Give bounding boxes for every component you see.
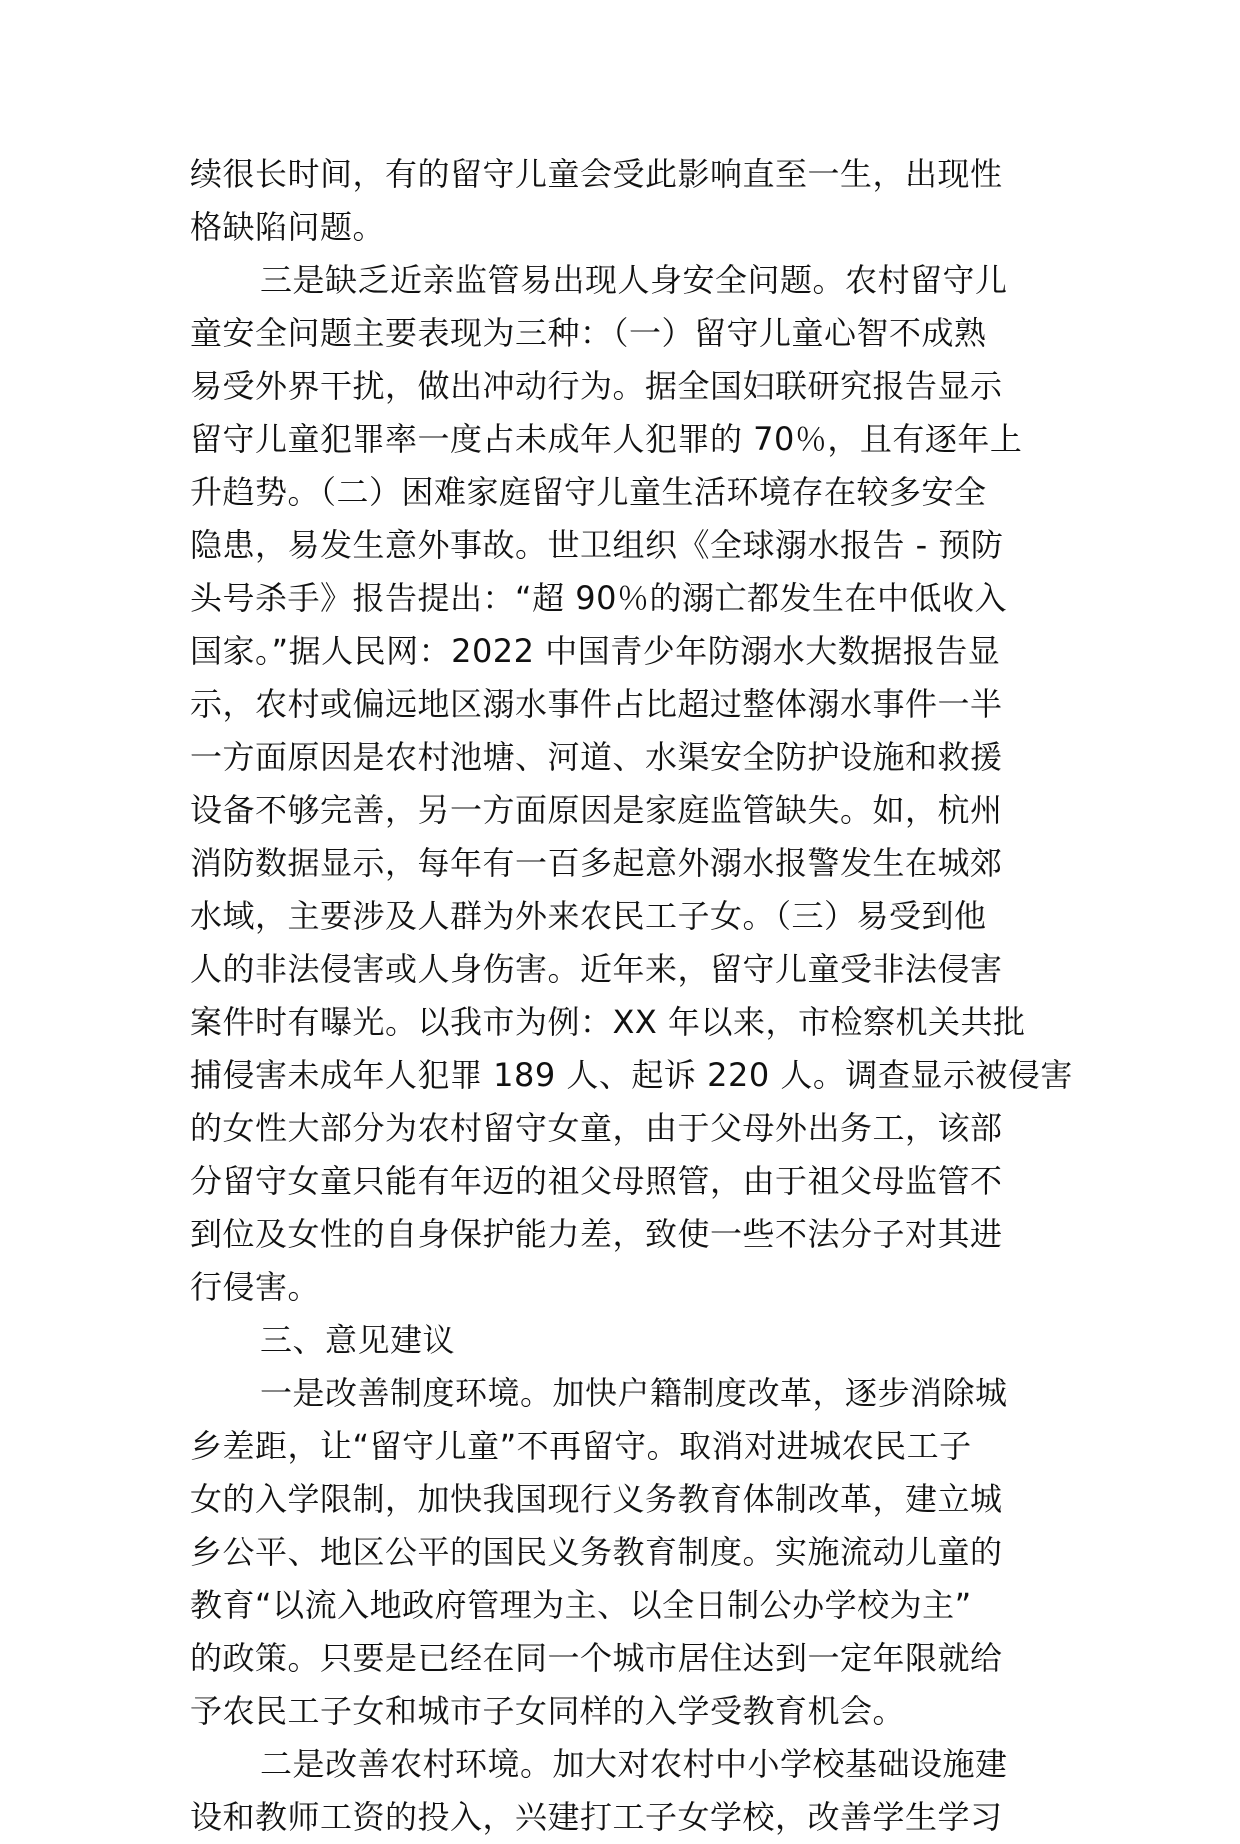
text-line: 乡差距，让“留守儿童”不再留守。取消对进城农民工子 <box>190 1427 972 1465</box>
text-line: 设和教师工资的投入，兴建打工子女学校，改善学生学习 <box>190 1798 1003 1836</box>
paragraph <box>190 254 1073 1314</box>
text-line: 捕侵害未成年人犯罪 189 人、起诉 220 人。调查显示被侵害 <box>190 1056 1073 1094</box>
text-line: 三、意见建议 <box>260 1321 456 1359</box>
text-line: 国家。”据人民网：2022 中国青少年防溺水大数据报告显 <box>190 632 1001 670</box>
text-line: 行侵害。 <box>190 1268 321 1306</box>
text-line: 女的入学限制，加快我国现行义务教育体制改革，建立城 <box>190 1480 1003 1518</box>
text-line: 隐患，易发生意外事故。世卫组织《全球溺水报告 - 预防 <box>190 526 1004 564</box>
text-line: 水域，主要涉及人群为外来农民工子女。（三）易受到他 <box>190 897 987 935</box>
paragraph <box>190 1367 1052 1738</box>
text-line: 留守儿童犯罪率一度占未成年人犯罪的 70％，且有逐年上 <box>190 420 1023 458</box>
text-line: 易受外界干扰，做出冲动行为。据全国妇联研究报告显示 <box>190 367 1003 405</box>
paragraph <box>190 1314 1052 1367</box>
text-line: 童安全问题主要表现为三种：（一）留守儿童心智不成熟 <box>190 314 987 352</box>
text-line: 格缺陷问题。 <box>190 208 386 246</box>
paragraph <box>190 148 1052 254</box>
text-line: 的女性大部分为农村留守女童，由于父母外出务工，该部 <box>190 1109 1003 1147</box>
text-line: 消防数据显示，每年有一百多起意外溺水报警发生在城郊 <box>190 844 1003 882</box>
text-line: 示，农村或偏远地区溺水事件占比超过整体溺水事件一半 <box>190 685 1003 723</box>
text-line: 头号杀手》报告提出：“超 90％的溺亡都发生在中低收入 <box>190 579 1007 617</box>
paragraph <box>190 1738 1052 1844</box>
document-page <box>190 148 1073 1836</box>
text-line: 乡公平、地区公平的国民义务教育制度。实施流动儿童的 <box>190 1533 1003 1571</box>
text-line: 分留守女童只能有年迈的祖父母照管，由于祖父母监管不 <box>190 1162 1003 1200</box>
document-body <box>190 148 1073 1844</box>
text-line: 案件时有曝光。以我市为例：XX 年以来，市检察机关共批 <box>190 1003 1026 1041</box>
text-line: 到位及女性的自身保护能力差，致使一些不法分子对其进 <box>190 1215 1003 1253</box>
text-line: 设备不够完善，另一方面原因是家庭监管缺失。如，杭州 <box>190 791 1003 829</box>
text-line: 一方面原因是农村池塘、河道、水渠安全防护设施和救援 <box>190 738 1003 776</box>
text-line: 教育“以流入地政府管理为主、以全日制公办学校为主” <box>190 1586 972 1624</box>
text-line: 续很长时间，有的留守儿童会受此影响直至一生，出现性 <box>190 155 1003 193</box>
text-line: 人的非法侵害或人身伤害。近年来，留守儿童受非法侵害 <box>190 950 1003 988</box>
text-line: 一是改善制度环境。加快户籍制度改革，逐步消除城 <box>260 1374 1008 1412</box>
text-line: 升趋势。（二）困难家庭留守儿童生活环境存在较多安全 <box>190 473 987 511</box>
text-line: 三是缺乏近亲监管易出现人身安全问题。农村留守儿 <box>260 261 1008 299</box>
text-line: 二是改善农村环境。加大对农村中小学校基础设施建 <box>260 1745 1008 1783</box>
text-line: 的政策。只要是已经在同一个城市居住达到一定年限就给 <box>190 1639 1003 1677</box>
text-line: 予农民工子女和城市子女同样的入学受教育机会。 <box>190 1692 906 1730</box>
